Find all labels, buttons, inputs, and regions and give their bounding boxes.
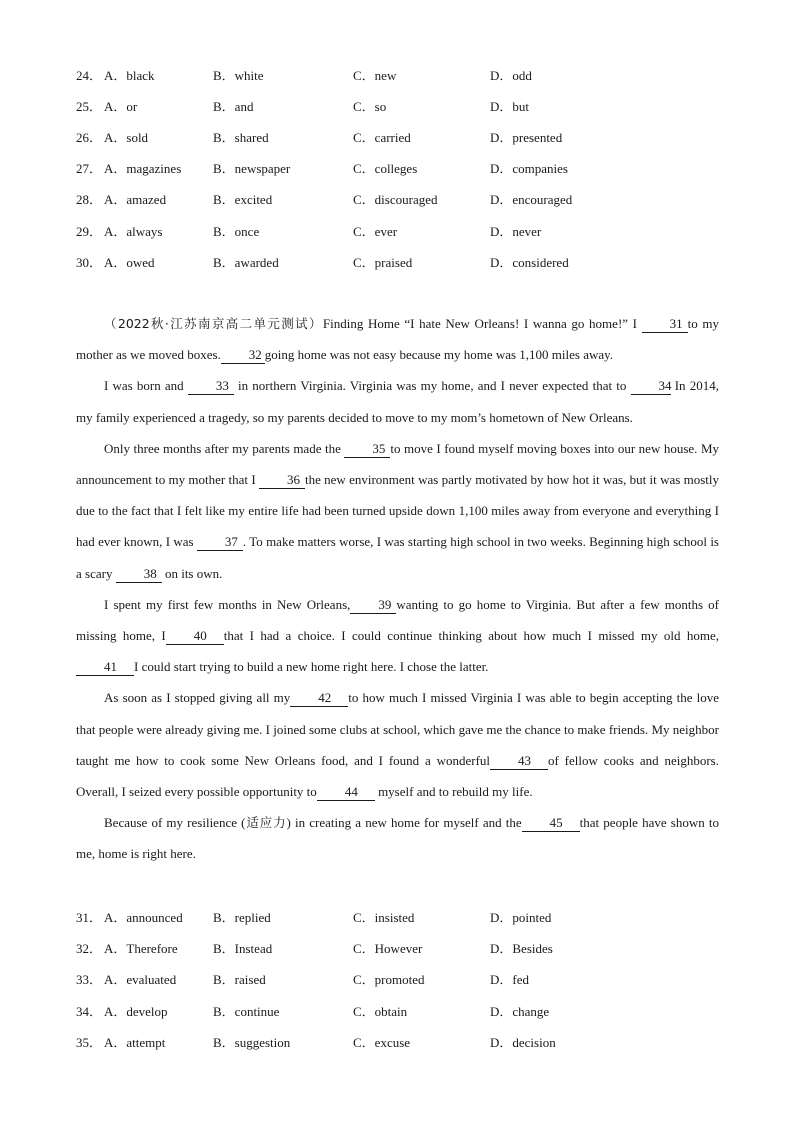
blank-44: 44	[317, 784, 375, 801]
blank-36: 36	[259, 472, 305, 489]
passage-text: the new environment was partly motivated by how hot it was, but it was mostly due to the fact that I felt like my entire life had been turned upside down 1,100 miles away from everyone and everything I had ever known, I was	[76, 472, 719, 550]
passage-text: to my mother as we moved boxes.	[76, 316, 719, 363]
option-d: D．encouraged	[490, 192, 573, 207]
blank-45: 45	[522, 815, 580, 832]
passage-text: that I had a choice. I could continue thinking about how much I missed my old home,	[223, 628, 719, 644]
option-row-27	[76, 159, 736, 179]
option-a: A．amazed	[104, 192, 167, 207]
option-c: C．excuse	[353, 1035, 411, 1050]
blank-33: 33	[188, 378, 234, 395]
question-number: 34．	[76, 1004, 103, 1019]
paragraph-2	[76, 370, 719, 432]
option-a: A．Therefore	[104, 941, 178, 956]
passage-text: in northern Virginia. Virginia was my home, and I never expected that to	[233, 378, 631, 394]
blank-35: 35	[344, 441, 390, 458]
paragraph-4	[76, 589, 719, 683]
blank-39: 39	[350, 597, 396, 614]
option-b: B．continue	[213, 1004, 280, 1019]
option-c: C．However	[353, 941, 423, 956]
cloze-passage	[76, 308, 719, 870]
option-b: B．suggestion	[213, 1035, 291, 1050]
passage-text: to move I found myself moving boxes into our new house. My announcement to my mother that I	[76, 440, 719, 488]
option-d: D．Besides	[490, 941, 553, 956]
paragraph-1	[76, 308, 719, 370]
option-a: A．magazines	[104, 161, 182, 176]
option-d: D．change	[490, 1004, 550, 1019]
passage-text: going home was not easy because my home was 1,100 miles away.	[264, 347, 614, 363]
passage-text: wanting to go home to Virginia. But after a few months of missing home, I	[76, 596, 719, 644]
option-c: C．carried	[353, 130, 411, 145]
option-b: B．replied	[213, 910, 271, 925]
option-c: C．so	[353, 99, 387, 114]
chinese-gloss: 适应力	[245, 815, 287, 831]
option-row-24	[76, 66, 736, 86]
question-number: 26．	[76, 130, 103, 145]
option-b: B．awarded	[213, 255, 279, 270]
option-d: D．companies	[490, 161, 568, 176]
question-number: 35．	[76, 1035, 103, 1050]
option-c: C．ever	[353, 224, 398, 239]
blank-43: 43	[490, 753, 548, 770]
passage-text: of fellow cooks and neighbors. Overall, I seized every possible opportunity to	[76, 752, 719, 800]
option-row-35	[76, 1033, 736, 1053]
option-row-26	[76, 128, 736, 148]
option-b: B．newspaper	[213, 161, 291, 176]
option-row-25	[76, 97, 736, 117]
passage-text: As soon as I stopped giving all my	[104, 690, 291, 706]
source-label: （2022秋·江苏南京高二单元测试）	[104, 316, 323, 331]
blank-40: 40	[166, 628, 224, 645]
option-c: C．promoted	[353, 972, 425, 987]
option-c: C．new	[353, 68, 397, 83]
option-d: D．decision	[490, 1035, 556, 1050]
paragraph-6	[76, 807, 719, 869]
option-b: B．white	[213, 68, 264, 83]
option-c: C．obtain	[353, 1004, 408, 1019]
option-row-33	[76, 970, 736, 990]
option-d: D．fed	[490, 972, 529, 987]
option-a: A．black	[104, 68, 155, 83]
question-number: 24．	[76, 68, 103, 83]
option-c: C．colleges	[353, 161, 418, 176]
passage-text: . To make matters worse, I was starting high school in two weeks. Beginning high school is a scary	[76, 534, 719, 581]
blank-38: 38	[116, 566, 162, 583]
option-d: D．pointed	[490, 910, 552, 925]
passage-text: I was born and	[104, 378, 188, 394]
option-a: A．attempt	[104, 1035, 166, 1050]
option-row-30	[76, 253, 736, 273]
passage-text: Because of my resilience (	[104, 815, 246, 831]
question-number: 32．	[76, 941, 103, 956]
passage-text: I could start trying to build a new home right here. I chose the latter.	[134, 659, 489, 675]
paragraph-5	[76, 682, 719, 807]
option-a: A．always	[104, 224, 163, 239]
option-a: A．sold	[104, 130, 149, 145]
option-row-29	[76, 222, 736, 242]
option-row-28	[76, 190, 736, 210]
passage-text: to how much I missed Virginia I was able to begin accepting the love that people were already giving me. I joined some clubs at school, which gave me the chance to make friends. My neighbor taught me how to cook some New Orleans food, and I found a wonderful	[76, 690, 719, 768]
passage-text: In 2014, my family experienced a tragedy, so my parents decided to move to my mom’s hometown of New Orleans.	[76, 378, 719, 425]
paragraph-3	[76, 433, 719, 589]
option-d: D．considered	[490, 255, 569, 270]
passage-text: I spent my first few months in New Orleans,	[104, 596, 351, 612]
question-number: 31．	[76, 910, 103, 925]
option-a: A．or	[104, 99, 138, 114]
passage-text: ) in creating a new home for myself and the	[286, 815, 522, 831]
blank-42: 42	[290, 690, 348, 707]
blank-34: 34	[631, 378, 671, 395]
passage-text: on its own.	[161, 565, 223, 581]
blank-32: 32	[221, 347, 265, 364]
blank-37: 37	[197, 534, 243, 551]
option-c: C．discouraged	[353, 192, 438, 207]
question-number: 29．	[76, 224, 103, 239]
question-number: 33．	[76, 972, 103, 987]
option-row-32	[76, 939, 736, 959]
option-d: D．never	[490, 224, 542, 239]
option-c: C．praised	[353, 255, 413, 270]
question-number: 25．	[76, 99, 103, 114]
passage-text: myself and to rebuild my life.	[374, 784, 533, 800]
passage-text: Only three months after my parents made the	[104, 440, 345, 456]
question-number: 27．	[76, 161, 103, 176]
option-b: B．and	[213, 99, 254, 114]
passage-text: that people have shown to me, home is right here.	[76, 815, 719, 862]
option-a: A．announced	[104, 910, 183, 925]
option-row-34	[76, 1002, 736, 1022]
passage-text: Finding Home “I hate New Orleans! I wanna go home!” I	[322, 316, 642, 331]
option-b: B．once	[213, 224, 260, 239]
option-d: D．odd	[490, 68, 532, 83]
blank-31: 31	[642, 316, 688, 333]
option-b: B．excited	[213, 192, 273, 207]
question-number: 28．	[76, 192, 103, 207]
option-a: A．develop	[104, 1004, 168, 1019]
option-d: D．presented	[490, 130, 563, 145]
blank-41: 41	[76, 659, 134, 676]
option-c: C．insisted	[353, 910, 415, 925]
option-b: B．raised	[213, 972, 266, 987]
option-row-31	[76, 908, 736, 928]
option-b: B．shared	[213, 130, 269, 145]
question-number: 30．	[76, 255, 103, 270]
option-d: D．but	[490, 99, 530, 114]
option-a: A．evaluated	[104, 972, 177, 987]
option-a: A．owed	[104, 255, 155, 270]
option-b: B．Instead	[213, 941, 273, 956]
